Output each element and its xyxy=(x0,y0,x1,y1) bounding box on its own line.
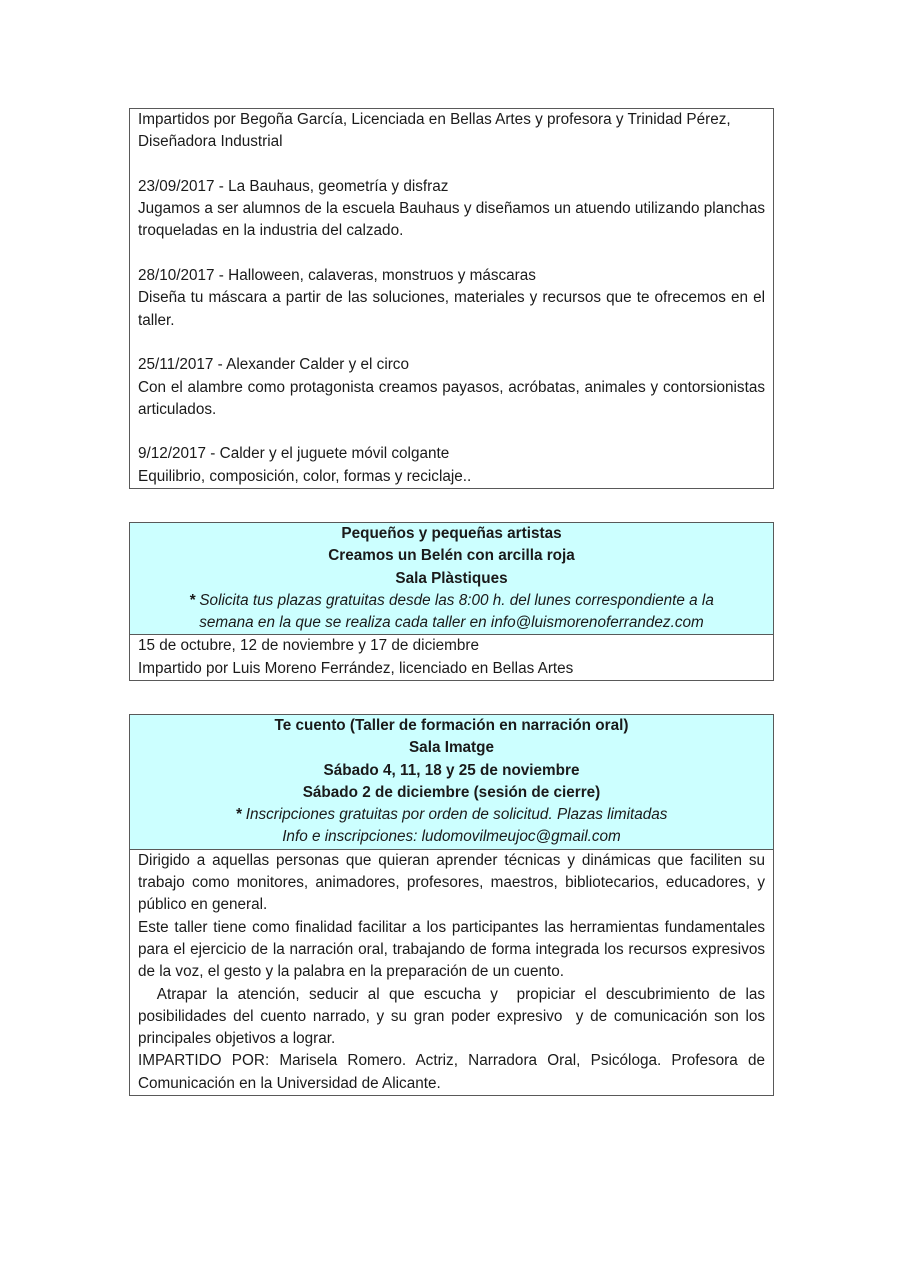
session-title: 9/12/2017 - Calder y el juguete móvil colgante xyxy=(138,445,450,463)
workshop-dates: Sábado 4, 11, 18 y 25 de noviembre xyxy=(323,761,580,779)
session-title: 25/11/2017 - Alexander Calder y el circo xyxy=(138,356,409,374)
note-text: Inscripciones gratuitas por orden de solicitud. Plazas limitadas xyxy=(241,806,668,824)
session-description: Equilibrio, composición, color, formas y reciclaje.. xyxy=(138,467,472,485)
session-title: 28/10/2017 - Halloween, calaveras, monstruos y máscaras xyxy=(138,267,536,285)
note-text: Solicita tus plazas gratuitas desde las 8:00 h. del lunes correspondiente a la xyxy=(195,591,714,609)
workshop-title: Te cuento (Taller de formación en narración oral) xyxy=(274,717,629,734)
workshop-room: Sala Plàstiques xyxy=(395,569,508,587)
te-cuento-box xyxy=(129,714,774,1096)
registration-note xyxy=(138,804,765,826)
te-cuento-details xyxy=(130,849,773,1095)
intro-line: Diseñadora Industrial xyxy=(138,133,283,151)
workshop-schedule-box xyxy=(129,108,774,489)
schedule-content xyxy=(130,109,773,488)
te-cuento-header xyxy=(130,715,773,849)
session-description: Con el alambre como protagonista creamos payasos, acróbatas, animales y contorsionistas articulados. xyxy=(138,378,765,418)
workshop-instructor: Impartido por Luis Moreno Ferrández, licenciado en Bellas Artes xyxy=(138,659,574,677)
description-paragraph: Este taller tiene como finalidad facilitar a los participantes las herramientas fundamentales para el ejercicio de la narración oral, trabajando de forma integrada los recursos expresivos de la voz, el gesto y la palabra en la preparación de un cuento. xyxy=(138,918,770,981)
description-paragraph: Dirigido a aquellas personas que quieran aprender técnicas y dinámicas que faciliten su trabajo como monitores, animadores, profesores, maestros, bibliotecarios, educadores, y público en general. xyxy=(138,851,765,914)
session-title: 23/09/2017 - La Bauhaus, geometría y disfraz xyxy=(138,177,449,195)
note-asterisk: * xyxy=(235,806,242,824)
note-asterisk: * xyxy=(189,591,196,609)
session-description: Diseña tu máscara a partir de las soluciones, materiales y recursos que te ofrecemos en el taller. xyxy=(138,289,765,329)
contact-info: Info e inscripciones: ludomovilmeujoc@gmail.com xyxy=(282,828,621,846)
workshop-subtitle: Creamos un Belén con arcilla roja xyxy=(328,547,575,565)
registration-note-line2: semana en la que se realiza cada taller en info@luismorenoferrandez.com xyxy=(199,614,704,632)
belen-details xyxy=(130,634,773,680)
belen-workshop-box xyxy=(129,522,774,681)
registration-note xyxy=(138,590,765,612)
intro-line: Impartidos por Begoña García, Licenciada en Bellas Artes y profesora y Trinidad Pérez, xyxy=(138,111,731,128)
workshop-room: Sala Imatge xyxy=(408,739,495,757)
workshop-title: Pequeños y pequeñas artistas xyxy=(341,525,562,542)
description-paragraph: Atrapar la atención, seducir al que escucha y propiciar el descubrimiento de las posibilidades del cuento narrado, y su gran poder expresivo y de comunicación son los principales objetivos a lograr. xyxy=(138,985,770,1048)
belen-header xyxy=(130,523,773,634)
session-description: Jugamos a ser alumnos de la escuela Bauhaus y diseñamos un atuendo utilizando planchas troqueladas en la industria del calzado. xyxy=(138,200,765,240)
closing-session-date: Sábado 2 de diciembre (sesión de cierre) xyxy=(302,783,601,801)
instructor-paragraph: IMPARTIDO POR: Marisela Romero. Actriz, Narradora Oral, Psicóloga. Profesora de Comunicación en la Universidad de Alicante. xyxy=(138,1052,765,1092)
workshop-dates: 15 de octubre, 12 de noviembre y 17 de diciembre xyxy=(138,637,479,655)
